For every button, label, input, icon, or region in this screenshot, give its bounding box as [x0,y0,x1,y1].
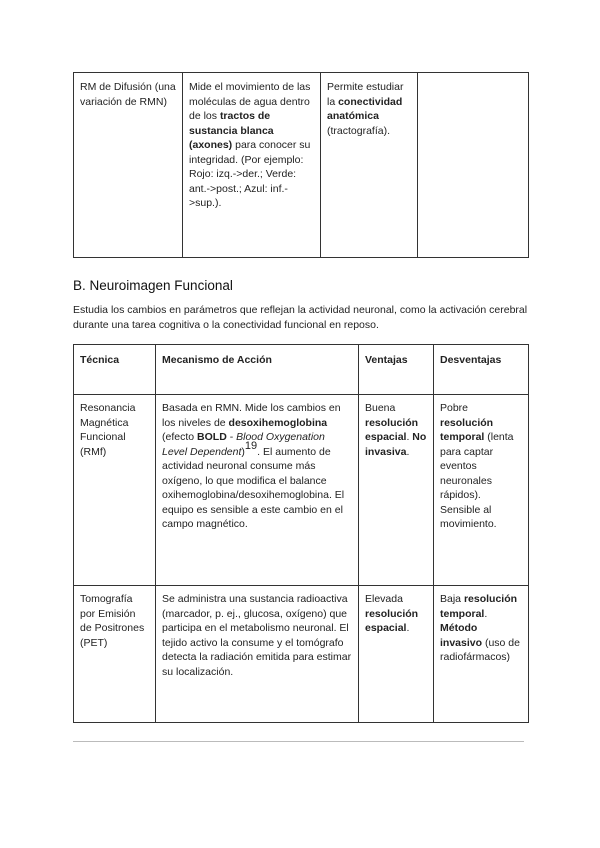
mechanism-cell: Basada en RMN. Mide los cambios en los niveles de desoxihemoglobina (efecto BOLD - Blood Oxygenation Level Dependent)$^{19}$. El aumento de actividad neuronal consume más oxígeno, lo que modifica el balance oxihemoglobina/desoxihemoglobina. El equipo es sensible a este cambio en el campo magnético. [156,395,359,586]
disadvantages-cell [418,73,529,258]
footnote-ref: 19 [244,439,258,452]
table-row [74,395,529,586]
table-row [74,73,529,258]
section-intro: Estudia los cambios en parámetros que reflejan la actividad neuronal, como la activación cerebral durante una tarea cognitiva o la conectividad funcional en reposo. [73,304,528,331]
disadvantages-cell: Baja resolución temporal. Método invasivo (uso de radiofármacos) [434,586,529,723]
table-header-row [74,345,529,395]
mechanism-cell: Mide el movimiento de las moléculas de agua dentro de los tractos de sustancia blanca (axones) para conocer su integridad. (Por ejemplo: Rojo: izq.->der.; Verde: ant.->post.; Azul: inf.->sup.). [183,73,321,258]
header-advantages: Ventajas [359,345,434,395]
header-disadvantages: Desventajas [434,345,529,395]
advantages-cell: Permite estudiar la conectividad anatómica (tractografía). [321,73,418,258]
technique-cell: Resonancia Magnética Funcional (RMf) [74,395,156,586]
advantages-cell: Buena resolución espacial. No invasiva. [359,395,434,586]
structural-table [73,72,529,258]
footer-divider [73,741,524,742]
technique-cell: Tomografía por Emisión de Positrones (PET) [74,586,156,723]
advantages-cell: Elevada resolución espacial. [359,586,434,723]
section-heading: B. Neuroimagen Funcional [73,278,233,293]
functional-table [73,344,529,723]
mechanism-cell: Se administra una sustancia radioactiva (marcador, p. ej., glucosa, oxígeno) que participa en el metabolismo neuronal. El tejido activo la consume y el tomógrafo detecta la radiación emitida para estimar su localización. [156,586,359,723]
table-row [74,586,529,723]
disadvantages-cell: Pobre resolución temporal (lenta para captar eventos neuronales rápidos). Sensible al movimiento. [434,395,529,586]
header-technique: Técnica [74,345,156,395]
technique-cell: RM de Difusión (una variación de RMN) [74,73,183,258]
header-mechanism: Mecanismo de Acción [156,345,359,395]
